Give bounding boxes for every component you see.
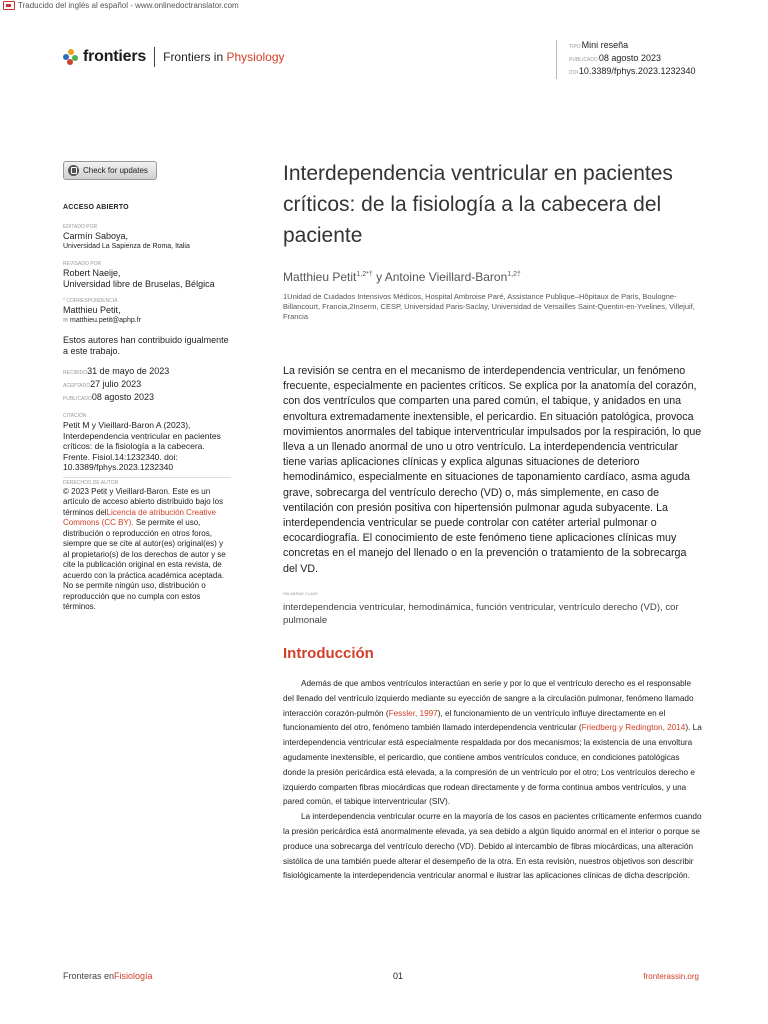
received-value: 31 de mayo de 2023 xyxy=(87,366,170,376)
abstract: La revisión se centra en el mecanismo de interdependencia ventricular, un fenómeno frecuente, especialmente en pacientes críticos. Se explica por la anatomía del corazón, con dos ventrículos que comparten una pared común, el tabique, y anidados en una envoltura extremadamente inextensible, el pericardio. En situación patológica, provoca movimientos anormales del tabique interventricular impulsados por la respiración, lo que lleva a un llenado anormal de uno u otro ventrículo. La interdependencia ventricular tiene varias aplicaciones clínicas y explica algunas situaciones de deterioro hemodinámico, especialmente en situaciones de taponamiento cardíaco, asma aguda grave, sobrecarga del ventrículo derecho (VD) o, más simplemente, en caso de ventilación con presión positiva con hipertensión pulmonar aguda subyacente. La interdependencia ventricular se puede controlar con catéter arterial pulmonar o ecocardiografía. El conocimiento de este fenómeno tiene aplicaciones clínicas muy concretas en el manejo del llenado o en la prevención o tratamiento de la sobrecarga del VD. xyxy=(283,365,702,575)
published-value: 08 agosto 2023 xyxy=(91,392,154,402)
translator-link[interactable]: Traducido del inglés al español - www.onlinedoctranslator.com xyxy=(18,0,239,10)
editor-name: Carmín Saboya, xyxy=(63,231,129,241)
p1-text-c: ). La interdependencia ventricular está especialmente respaldada por dos mecanismos; la existencia de una envoltura agudamente inextensible, el pericardio, que contiene ambos ventrículos conduce, en condiciones patológicas donde la presión pericárdica está elevada, a la compresión de un ventrículo por el otro; Los ventrículos derecho e izquierdo comparten fibras miocárdicas que rodean directamente y de forma continua ambos ventrículos, y una pared común, el tabique interventricular (SIV). xyxy=(283,723,702,807)
p1-text-b: ), el funcionamiento de un ventrículo influye directamente en el funcionamiento del otro, fenómeno también llamado interdependencia ventricular ( xyxy=(283,708,666,733)
page-footer xyxy=(63,971,699,981)
received-row xyxy=(63,366,231,379)
author-join: y xyxy=(376,270,383,284)
citation-block xyxy=(63,413,231,473)
affiliations: 1Unidad de Cuidados Intensivos Médicos, Hospital Ambroise Paré, Assistance Publique–Hôpitaux de Paris, Boulogne-Billancourt, Francia,2Inserm, CESP, Universidad Paris-Saclay, Universidad de Versailles Saint-Quentin-en-Yvelines, Villejuif, Francia xyxy=(283,292,695,321)
meta-published-label: PUBLICADO xyxy=(569,57,598,63)
article-title: Interdependencia ventricular en pacientes críticos: de la fisiología a la cabecera del paciente xyxy=(283,162,673,247)
meta-doi-value[interactable]: 10.3389/fphys.2023.1232340 xyxy=(578,66,696,76)
p1-text-a: Además de que ambos ventrículos interactúan en serie y por lo que el ventrículo derecho es el responsable del llenado del ventrículo izquierdo mediante su eyección de sangre a la circulación pulmonar, fenómeno llamado interacción corazón-pulmón ( xyxy=(283,679,694,718)
copyright-block xyxy=(63,477,231,613)
received-label: RECIBIDO xyxy=(63,370,88,376)
introduction-body xyxy=(283,677,703,884)
reviewer-name: Robert Naeije, xyxy=(63,268,121,278)
accepted-label: ACEPTADO xyxy=(63,383,91,389)
check-for-updates-button[interactable] xyxy=(63,161,157,180)
author-1-sup: 1,2*† xyxy=(356,271,373,278)
published-label: PUBLICADO xyxy=(63,396,92,402)
author-2-sup: 1,2† xyxy=(507,271,521,278)
keywords: interdependencia ventricular, hemodinámica, función ventricular, ventrículo derecho (VD), cor pulmonale xyxy=(283,602,679,626)
journal-prefix: Frontiers in xyxy=(163,50,224,64)
copyright-label: DERECHOS DE AUTOR xyxy=(63,477,231,487)
reviewed-by-label: REVISADO POR xyxy=(63,261,102,267)
article-meta xyxy=(556,40,696,79)
check-for-updates-label: Check for updates xyxy=(83,166,148,175)
paragraph-2: La interdependencia ventricular ocurre en la mayoría de los casos en pacientes críticamente enfermos cuando la presión pericárdica está anormalmente elevada, ya sea debido a algún líquido anormal en el interior o porque se produce una sobrecarga del ventrículo derecho (VD). Debido al intercambio de fibras miocárdicas, una alteración sistólica de una también puede alterar el desempeño de la otra. En esta revisión, nuestros objetivos son describir fisiológicamente la interdependencia ventricular anormal e ilustrar las aplicaciones clínicas de dicha descripción. xyxy=(283,812,702,881)
author-2[interactable]: Antoine Vieillard-Baron xyxy=(384,270,508,284)
journal-accent: Physiology xyxy=(226,50,285,64)
citation-text: Petit M y Vieillard-Baron A (2023), Interdependencia ventricular en pacientes críticos: de la fisiología a la cabecera. Frente. Fisiol.14:1232340. doi: 10.3389/fphys.2023.1232340 xyxy=(63,420,221,472)
frontiers-wordmark: frontiers xyxy=(83,48,147,65)
translator-icon xyxy=(3,1,15,10)
published-row xyxy=(63,392,231,405)
meta-type xyxy=(569,40,696,53)
open-access-label: ACCESO ABIERTO xyxy=(63,204,129,211)
editor-affiliation: Universidad La Sapienza de Roma, Italia xyxy=(63,242,190,250)
reviewer-affiliation: Universidad libre de Bruselas, Bélgica xyxy=(63,278,215,289)
correspondence-block xyxy=(63,298,231,326)
section-title-introduccion: Introducción xyxy=(283,645,374,662)
meta-doi xyxy=(569,66,696,79)
footer-site-link[interactable]: fronterassin.org xyxy=(643,971,699,981)
reference-link-fessler[interactable]: Fessler, 1997 xyxy=(388,708,438,718)
article-header xyxy=(283,158,703,322)
frontiers-logo-icon xyxy=(63,49,79,65)
correspondence-label: * CORRESPONDENCIA xyxy=(63,298,118,304)
equal-contribution-note: Estos autores han contribuido igualmente a este trabajo. xyxy=(63,335,229,356)
accepted-row xyxy=(63,379,231,392)
citation-label: CITACIÓN xyxy=(63,413,87,419)
meta-published xyxy=(569,53,696,66)
reference-link-friedberg[interactable]: Friedberg y Redington, 2014 xyxy=(581,723,686,733)
edited-by-label: EDITADO POR xyxy=(63,224,98,230)
sidebar xyxy=(63,161,231,613)
license-link[interactable]: Licencia de atribución Creative Commons (CC BY). xyxy=(63,507,216,527)
footer-journal-prefix: Fronteras en xyxy=(63,971,115,981)
meta-type-label: TIPO xyxy=(569,44,581,50)
footer-journal xyxy=(63,971,153,981)
email-icon: ✉ xyxy=(63,317,69,324)
brand-divider xyxy=(154,47,155,67)
update-check-icon xyxy=(68,165,79,176)
paragraph-1 xyxy=(283,677,703,810)
correspondence-name: Matthieu Petit, xyxy=(63,305,121,315)
footer-journal-accent: Fisiología xyxy=(114,971,153,981)
authors xyxy=(283,270,703,284)
correspondence-email-row xyxy=(63,316,231,327)
frontiers-brand[interactable] xyxy=(63,47,285,67)
meta-doi-label: DOI xyxy=(569,70,578,76)
translator-bar xyxy=(0,0,239,10)
journal-name xyxy=(163,50,284,64)
page-number: 01 xyxy=(392,971,403,981)
author-1[interactable]: Matthieu Petit xyxy=(283,270,357,284)
license-text xyxy=(63,487,231,613)
edited-by-block xyxy=(63,224,231,252)
license-text-b: Se permite el uso, distribución o reproducción en otros foros, siempre que se cite al autor(es) original(es) y al propietario(s) de los derechos de autor y se cite la publicación original en esta revista, de acuerdo con la práctica académica aceptada. No se permite ningún uso, distribución o reproducción que no cumpla con estos términos. xyxy=(63,518,226,611)
accepted-value: 27 julio 2023 xyxy=(90,379,142,389)
keywords-label: PALABRAS CLAVE xyxy=(283,591,318,596)
meta-published-value: 08 agosto 2023 xyxy=(598,53,661,63)
license-text-a: © 2023 Petit y Vieillard-Baron. Este es un artículo de acceso abierto distribuido bajo los términos del xyxy=(63,486,224,517)
reviewed-by-block xyxy=(63,261,231,289)
dates-block xyxy=(63,366,231,405)
meta-type-value: Mini reseña xyxy=(581,40,629,50)
correspondence-email[interactable]: matthieu.petit@aphp.fr xyxy=(70,316,141,324)
